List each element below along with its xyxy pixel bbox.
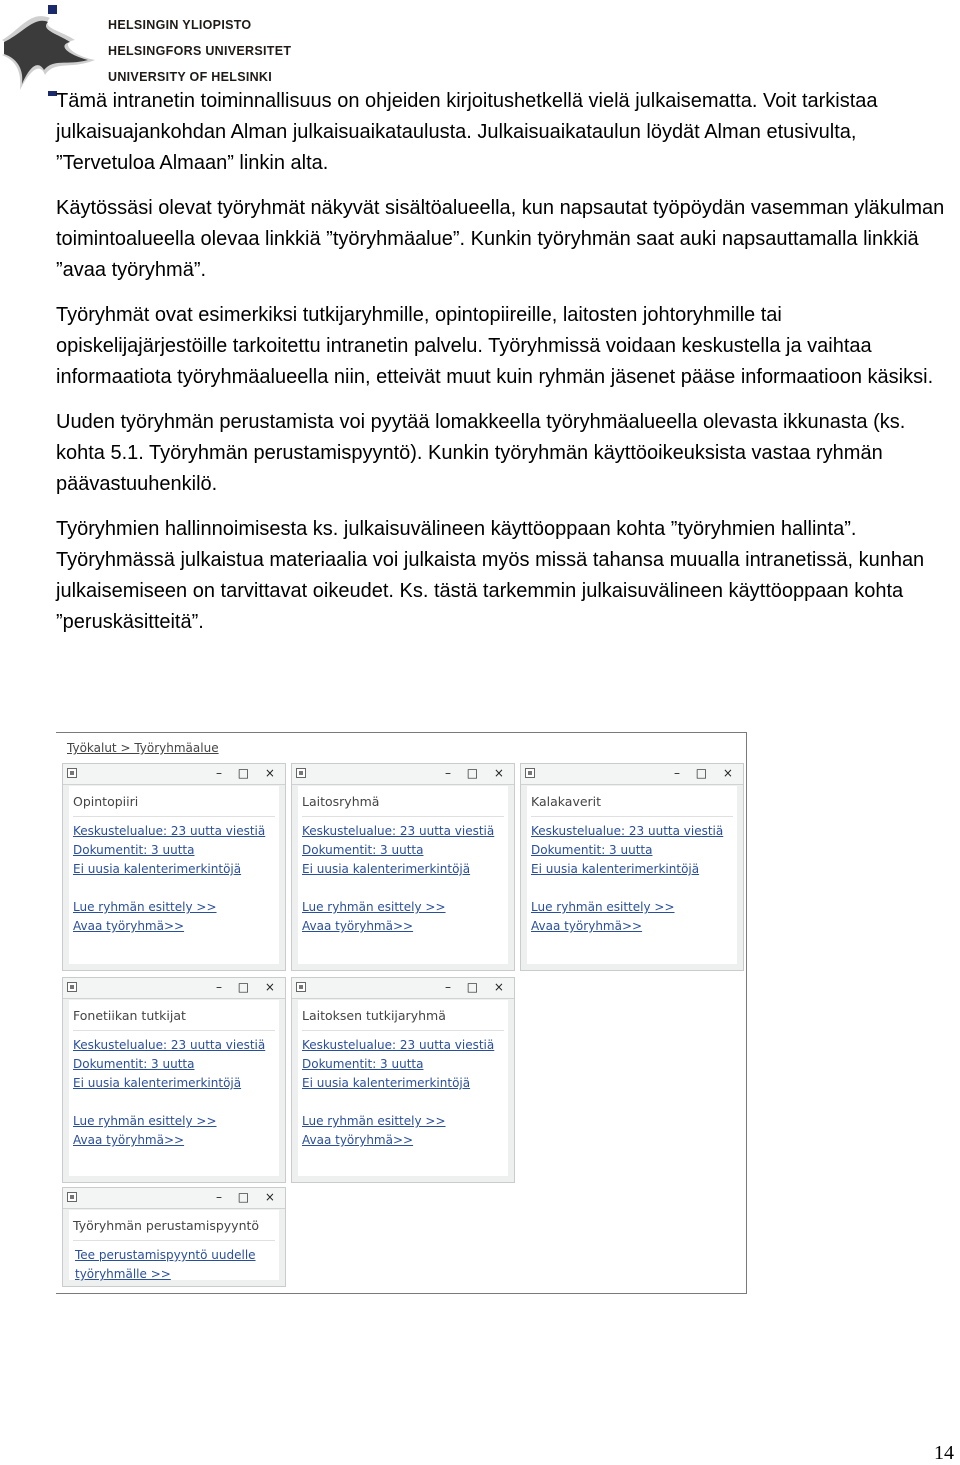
discussion-link[interactable]: Keskustelualue: 23 uutta viestiä (73, 1038, 266, 1052)
group-portlet-fonetiikan-tutkijat (62, 977, 286, 1183)
documents-link[interactable]: Dokumentit: 3 uutta (302, 1057, 424, 1071)
group-portlet-laitosryhma (291, 763, 515, 971)
divider (302, 816, 504, 817)
portlet-menu-icon[interactable] (67, 1192, 77, 1202)
portlet-menu-icon[interactable] (67, 982, 77, 992)
body-text (56, 86, 956, 652)
calendar-link[interactable]: Ei uusia kalenterimerkintöjä (531, 862, 700, 876)
read-intro-link[interactable]: Lue ryhmän esittely >> (302, 1114, 446, 1128)
divider (73, 1030, 275, 1031)
read-intro-link[interactable]: Lue ryhmän esittely >> (73, 1114, 217, 1128)
logo-line-swedish: HELSINGFORS UNIVERSITET (108, 44, 292, 58)
documents-link[interactable]: Dokumentit: 3 uutta (302, 843, 424, 857)
group-portlet-kalakaverit (520, 763, 744, 971)
portlet-menu-icon[interactable] (296, 768, 306, 778)
portlet-titlebar (292, 978, 514, 999)
group-title: Kalakaverit (531, 794, 602, 809)
window-controls[interactable]: – □ × (215, 766, 281, 780)
window-controls[interactable]: – □ × (444, 980, 510, 994)
open-group-link[interactable]: Avaa työryhmä>> (302, 1133, 414, 1147)
open-group-link[interactable]: Avaa työryhmä>> (73, 1133, 185, 1147)
window-controls[interactable]: – □ × (444, 766, 510, 780)
read-intro-link[interactable]: Lue ryhmän esittely >> (73, 900, 217, 914)
group-portlet-laitoksen-tutkijaryhma (291, 977, 515, 1183)
portlet-menu-icon[interactable] (296, 982, 306, 992)
group-portlet-opintopiiri (62, 763, 286, 971)
workgroup-area-screenshot (56, 732, 747, 1294)
paragraph: Työryhmien hallinnoimisesta ks. julkaisuvälineen käyttöoppaan kohta ”työryhmien hallinta”. Työryhmässä julkaistua materiaalia voi julkaista myös missä tahansa muualla intranetissä, kunhan julkaisemiseen on tarvittavat oikeudet. Ks. tästä tarkemmin julkaisuvälineen käyttöoppaan kohta ”peruskäsitteitä”. (56, 518, 925, 633)
university-logo (0, 0, 290, 96)
request-title: Työryhmän perustamispyyntö (73, 1218, 260, 1233)
divider (531, 816, 733, 817)
paragraph: Uuden työryhmän perustamista voi pyytää lomakkeella työryhmäalueella olevasta ikkunasta (ks. kohta 5.1. Työryhmän perustamispyyntö). Kunkin työryhmän käyttöoikeuksista vastaa ryhmän päävastuuhenkilö. (56, 411, 906, 495)
page-number: 14 (934, 1442, 954, 1464)
group-title: Opintopiiri (73, 794, 139, 809)
portlet-menu-icon[interactable] (525, 768, 535, 778)
portlet-titlebar (292, 764, 514, 785)
logo-line-finnish: HELSINGIN YLIOPISTO (108, 18, 252, 32)
calendar-link[interactable]: Ei uusia kalenterimerkintöjä (73, 862, 242, 876)
logo-line-english: UNIVERSITY OF HELSINKI (108, 70, 273, 84)
window-controls[interactable]: – □ × (215, 1190, 281, 1204)
group-title: Fonetiikan tutkijat (73, 1008, 186, 1023)
documents-link[interactable]: Dokumentit: 3 uutta (73, 1057, 195, 1071)
breadcrumb[interactable]: Työkalut > Työryhmäalue (67, 741, 219, 755)
portlet-menu-icon[interactable] (67, 768, 77, 778)
window-controls[interactable]: – □ × (215, 980, 281, 994)
discussion-link[interactable]: Keskustelualue: 23 uutta viestiä (302, 1038, 495, 1052)
request-link-continued[interactable]: työryhmälle >> (75, 1267, 171, 1281)
calendar-link[interactable]: Ei uusia kalenterimerkintöjä (73, 1076, 242, 1090)
calendar-link[interactable]: Ei uusia kalenterimerkintöjä (302, 862, 471, 876)
calendar-link[interactable]: Ei uusia kalenterimerkintöjä (302, 1076, 471, 1090)
flame-emblem-icon (0, 0, 110, 96)
portlet-titlebar (63, 764, 285, 785)
read-intro-link[interactable]: Lue ryhmän esittely >> (531, 900, 675, 914)
discussion-link[interactable]: Keskustelualue: 23 uutta viestiä (531, 824, 724, 838)
paragraph: Tämä intranetin toiminnallisuus on ohjeiden kirjoitushetkellä vielä julkaisematta. Voit tarkistaa julkaisuajankohdan Alman julkaisuaikataulusta. Julkaisuaikataulun löydät Alman etusivulta, ”Tervetuloa Almaan” linkin alta. (56, 90, 878, 174)
documents-link[interactable]: Dokumentit: 3 uutta (73, 843, 195, 857)
portlet-titlebar (63, 1188, 285, 1209)
group-title: Laitoksen tutkijaryhmä (302, 1008, 446, 1023)
divider (73, 1240, 275, 1241)
portlet-titlebar (521, 764, 743, 785)
portlet-titlebar (63, 978, 285, 999)
paragraph: Käytössäsi olevat työryhmät näkyvät sisältöalueella, kun napsautat työpöydän vasemman yläkulman toimintoalueella olevaa linkkiä ”työryhmäalue”. Kunkin työryhmän saat auki napsauttamalla linkkiä ”avaa työryhmä”. (56, 197, 945, 281)
request-link[interactable]: Tee perustamispyyntö uudelle (75, 1248, 256, 1262)
divider (73, 816, 275, 817)
documents-link[interactable]: Dokumentit: 3 uutta (531, 843, 653, 857)
open-group-link[interactable]: Avaa työryhmä>> (531, 919, 643, 933)
open-group-link[interactable]: Avaa työryhmä>> (302, 919, 414, 933)
discussion-link[interactable]: Keskustelualue: 23 uutta viestiä (73, 824, 266, 838)
paragraph: Työryhmät ovat esimerkiksi tutkijaryhmille, opintopiireille, laitosten johtoryhmille tai opiskelijajärjestöille tarkoitettu intranetin palvelu. Työryhmissä voidaan keskustella ja vaihtaa informaatiota työryhmäalueella niin, etteivät muut kuin ryhmän jäsenet pääse informaatioon käsiksi. (56, 304, 934, 388)
read-intro-link[interactable]: Lue ryhmän esittely >> (302, 900, 446, 914)
window-controls[interactable]: – □ × (673, 766, 739, 780)
request-portlet (62, 1187, 286, 1287)
divider (302, 1030, 504, 1031)
discussion-link[interactable]: Keskustelualue: 23 uutta viestiä (302, 824, 495, 838)
group-title: Laitosryhmä (302, 794, 380, 809)
open-group-link[interactable]: Avaa työryhmä>> (73, 919, 185, 933)
